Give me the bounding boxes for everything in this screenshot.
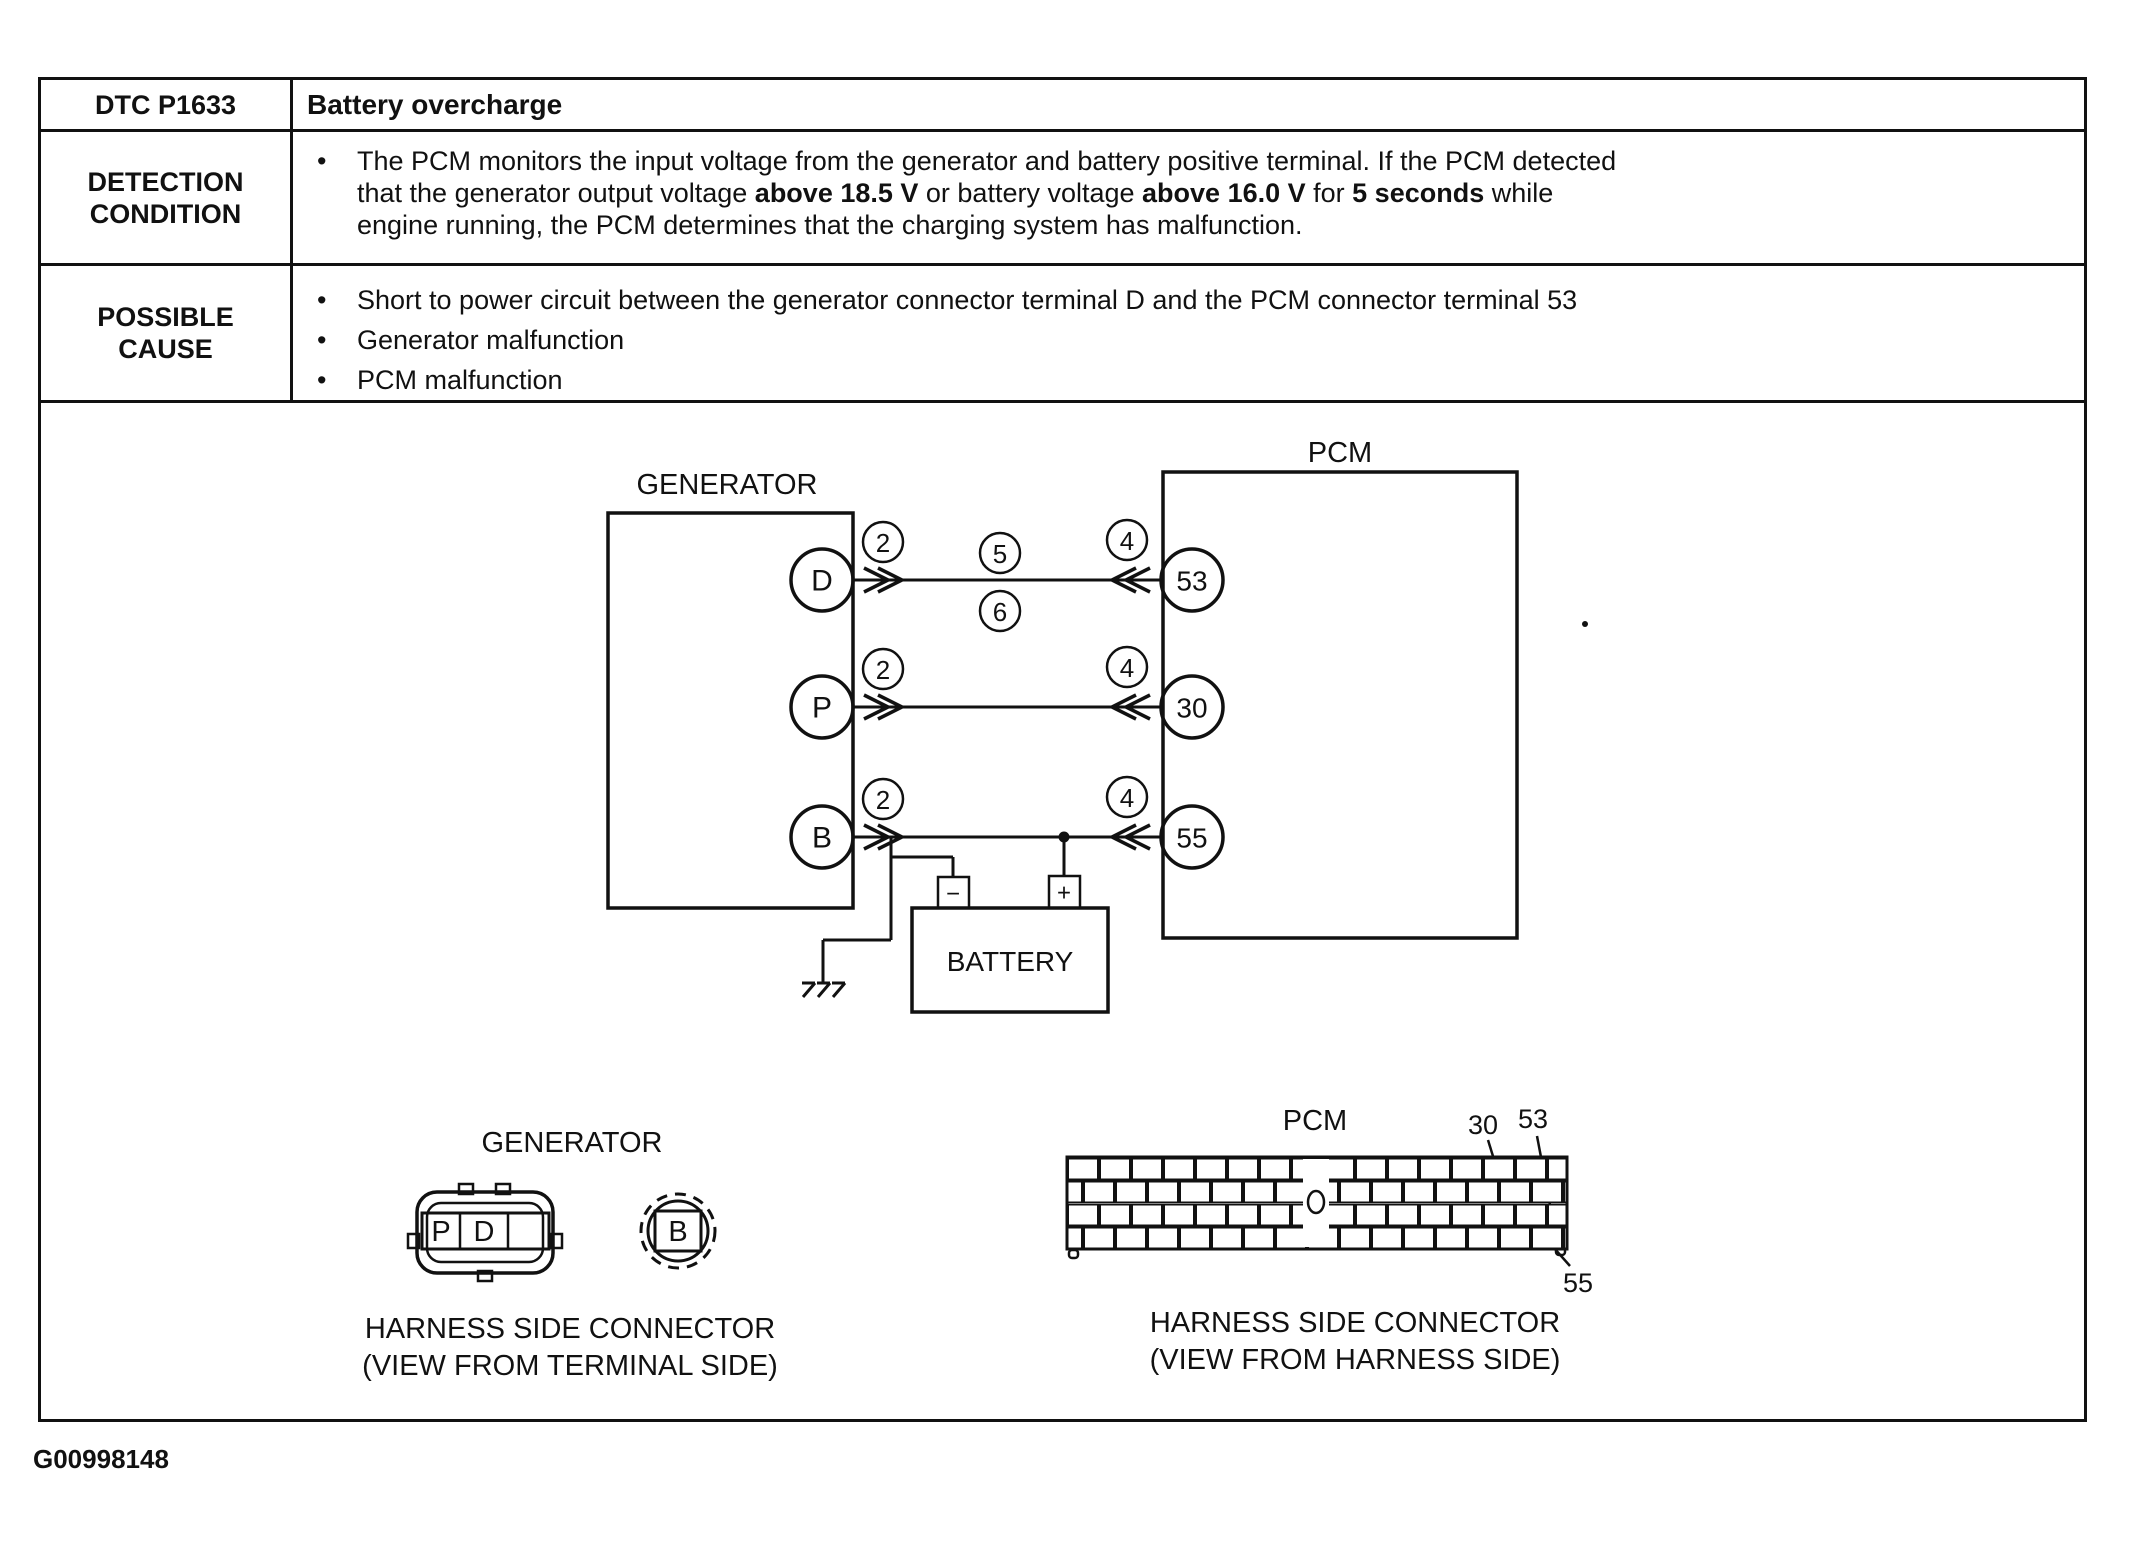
svg-text:2: 2 (875, 528, 891, 558)
pin-d-label: D (473, 1216, 495, 1248)
wire-row-b-55 (791, 777, 1223, 868)
wire-row-p-30 (791, 647, 1223, 738)
svg-text:2: 2 (875, 785, 891, 815)
dtc-code-cell (41, 80, 293, 129)
svg-text:53: 53 (1176, 565, 1208, 597)
dtc-table (38, 77, 2087, 1422)
dtc-title-cell (293, 80, 2084, 129)
dtc-title: Battery overcharge (307, 88, 563, 120)
detection-header-line1: DETECTION (87, 166, 244, 197)
scan-artifact-dot (1582, 621, 1588, 627)
detection-condition-row (41, 132, 2084, 266)
battery-block (802, 832, 1108, 1013)
pcm-label: PCM (1307, 437, 1373, 469)
detection-bullet-item (317, 145, 2064, 241)
generator-harness-caption-1: HARNESS SIDE CONNECTOR (364, 1313, 776, 1345)
pin-b-label: B (668, 1216, 688, 1248)
svg-text:P: P (811, 691, 833, 725)
svg-text:30: 30 (1176, 692, 1208, 724)
possible-cause-row (41, 266, 2084, 403)
cause-item-3: • PCM malfunction (317, 360, 2064, 400)
bullet-glyph: • (317, 365, 327, 395)
svg-text:4: 4 (1119, 783, 1135, 813)
bullet-glyph: • (317, 285, 327, 315)
generator-harness-title: GENERATOR (481, 1127, 663, 1159)
bullet-glyph: • (317, 146, 327, 176)
detection-line-1: The PCM monitors the input voltage from the generator and battery positive terminal. If the PCM detected (357, 146, 1617, 176)
detection-condition-body (293, 132, 2084, 263)
generator-label: GENERATOR (636, 469, 818, 501)
wire-row-d-53 (791, 520, 1223, 631)
possible-cause-header (41, 266, 293, 400)
cause-item-2: • Generator malfunction (317, 320, 2064, 360)
detection-condition-header (41, 132, 293, 263)
possible-cause-body (293, 266, 2084, 400)
svg-text:2: 2 (875, 655, 891, 685)
svg-text:6: 6 (992, 597, 1008, 627)
possible-header-line1: POSSIBLE (97, 302, 234, 332)
svg-text:55: 55 (1176, 822, 1208, 854)
pcm-pin-53-label: 53 (1517, 1104, 1549, 1134)
dtc-code: DTC P1633 (94, 89, 237, 120)
svg-text:5: 5 (992, 539, 1008, 569)
pcm-box (1163, 472, 1517, 938)
cause-item-1: • Short to power circuit between the generator connector terminal D and the PCM connector terminal 53 (317, 280, 2064, 320)
pin-p-label: P (431, 1216, 451, 1248)
possible-header-line2: CAUSE (118, 334, 213, 364)
svg-text:−: − (945, 880, 961, 908)
svg-text:D: D (811, 564, 833, 598)
pcm-pin-30-label: 30 (1467, 1110, 1499, 1140)
battery-label: BATTERY (946, 946, 1074, 977)
connector-foot (1069, 1250, 1078, 1258)
ground-icon (802, 983, 845, 997)
generator-harness-caption-2: (VIEW FROM TERMINAL SIDE) (362, 1350, 778, 1382)
pcm-harness-title: PCM (1282, 1105, 1348, 1137)
svg-text:+: + (1056, 879, 1072, 907)
wiring-diagram-svg (41, 403, 2084, 1419)
svg-text:4: 4 (1119, 653, 1135, 683)
svg-text:4: 4 (1119, 526, 1135, 556)
diagram-row (41, 403, 2084, 1419)
pcm-harness-connector (1067, 1104, 1593, 1376)
pcm-harness-caption-1: HARNESS SIDE CONNECTOR (1149, 1307, 1561, 1339)
detection-paragraph (357, 145, 1616, 241)
detection-line-2: that the generator output voltage above 18.5 V or battery voltage above 16.0 V for 5 seconds while (357, 178, 1554, 208)
pcm-harness-caption-2: (VIEW FROM HARNESS SIDE) (1149, 1344, 1561, 1376)
detection-line-3: engine running, the PCM determines that the charging system has malfunction. (357, 210, 1303, 240)
detection-header-line2: CONDITION (89, 198, 242, 229)
dtc-header-row (41, 80, 2084, 132)
bullet-glyph: • (317, 325, 327, 355)
pcm-pin-55-label: 55 (1562, 1268, 1594, 1298)
svg-text:B: B (811, 821, 833, 855)
generator-harness-connector (362, 1127, 778, 1382)
figure-code: G00998148 (33, 1444, 169, 1474)
